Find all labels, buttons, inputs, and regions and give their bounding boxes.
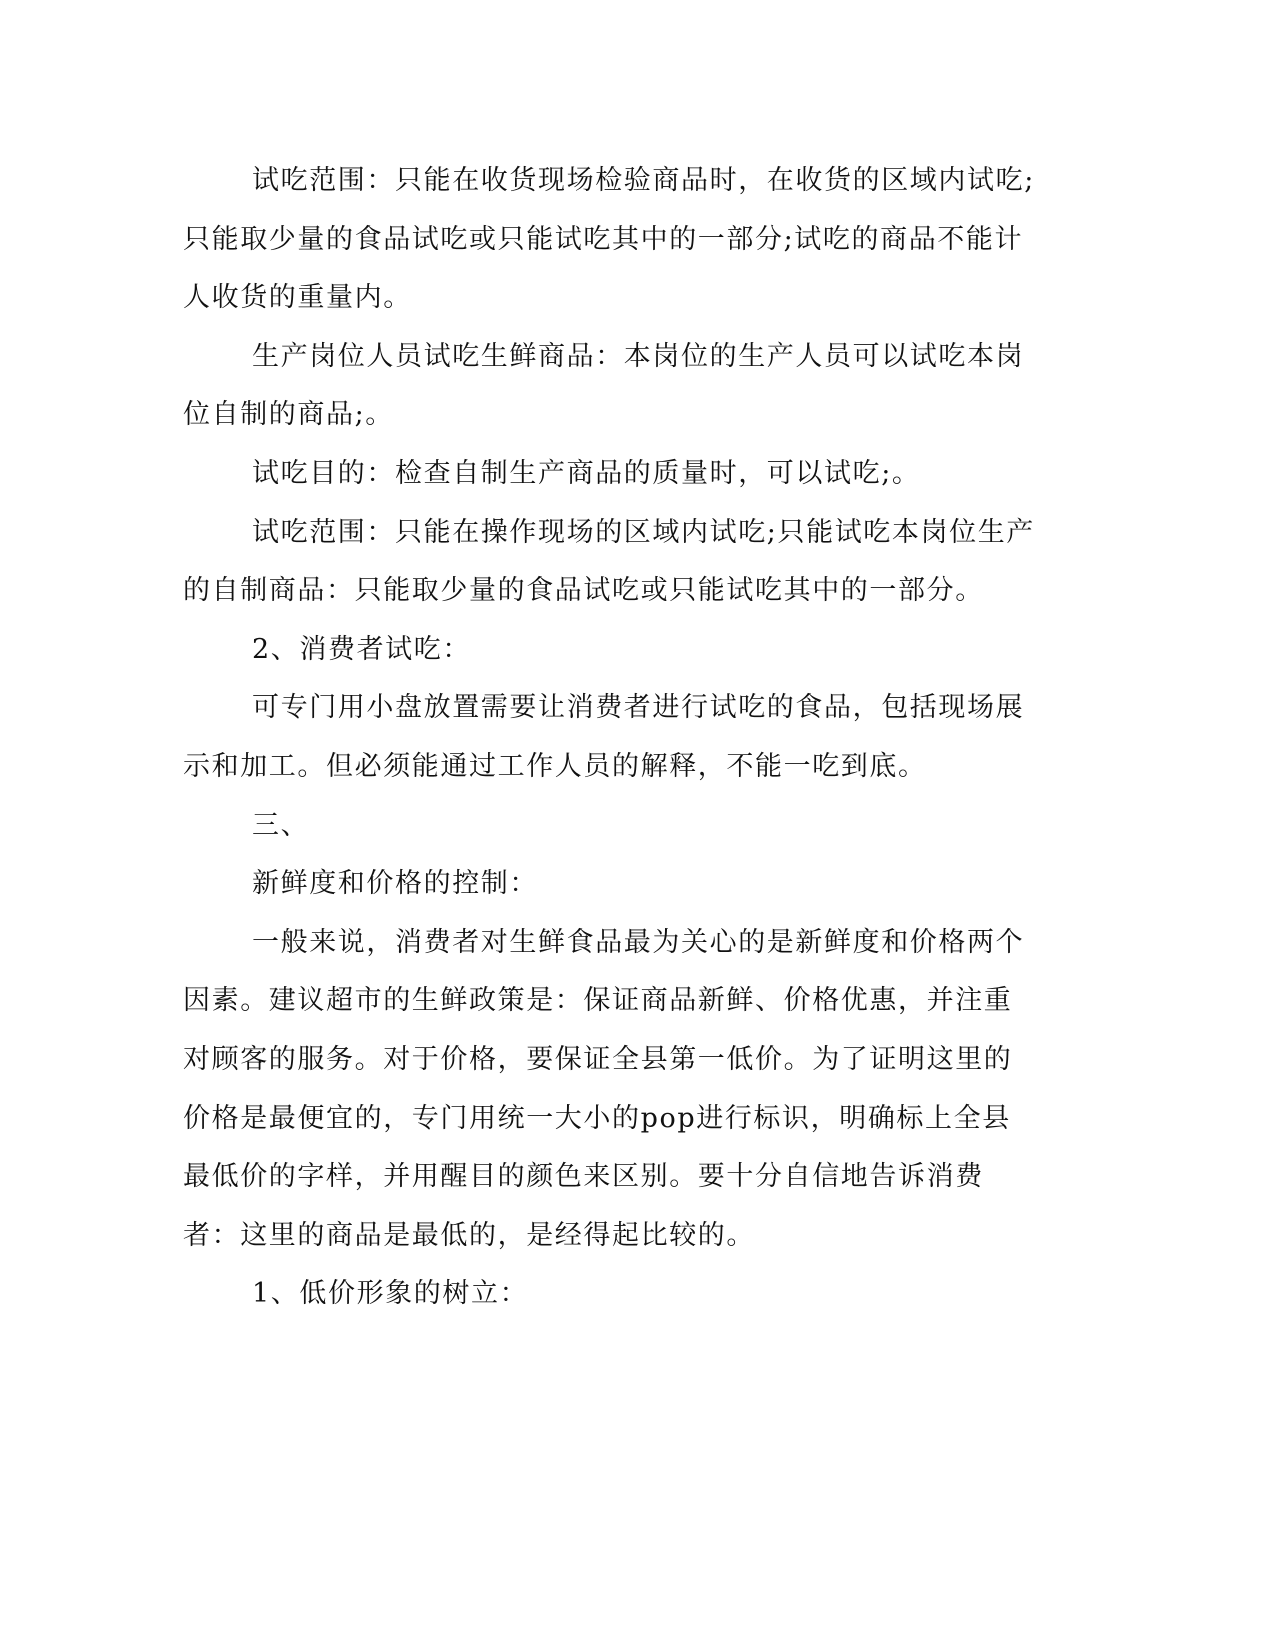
paragraph-tasting-scope-operation: 试吃范围：只能在操作现场的区域内试吃;只能试吃本岗位生产的自制商品：只能取少量的食品试吃或只能试吃其中的一部分。: [183, 516, 1035, 607]
paragraph-tasting-scope-receiving: 试吃范围：只能在收货现场检验商品时，在收货的区域内试吃;只能取少量的食品试吃或只能试吃其中的一部分;试吃的商品不能计人收货的重量内。: [183, 165, 1035, 314]
paragraph-production-staff-tasting: 生产岗位人员试吃生鲜商品：本岗位的生产人员可以试吃本岗位自制的商品;。: [183, 340, 1025, 431]
heading-low-price-image: 1、低价形象的树立：: [252, 1278, 529, 1310]
paragraph-freshness-price: 一般来说，消费者对生鲜食品最为关心的是新鲜度和价格两个因素。建议超市的生鲜政策是：保证商品新鲜、价格优惠，并注重对顾客的服务。对于价格，要保证全县第一低价。为了证明这里的价格是最便宜的，专门用统一大小的pop进行标识，明确标上全县最低价的字样，并用醒目的颜色来区别。要十分自信地告诉消费者：这里的商品是最低的，是经得起比较的。: [183, 926, 1025, 1251]
paragraph-consumer-tasting: 可专门用小盘放置需要让消费者进行试吃的食品，包括现场展示和加工。但必须能通过工作人员的解释，不能一吃到底。: [183, 692, 1025, 782]
section-number-three: 三、: [252, 809, 310, 841]
heading-freshness-price-control: 新鲜度和价格的控制：: [252, 868, 538, 900]
paragraph-tasting-purpose: 试吃目的：检查自制生产商品的质量时，可以试吃;。: [252, 457, 921, 489]
heading-consumer-tasting: 2、消费者试吃：: [252, 633, 471, 665]
document-body: [183, 152, 1039, 1324]
